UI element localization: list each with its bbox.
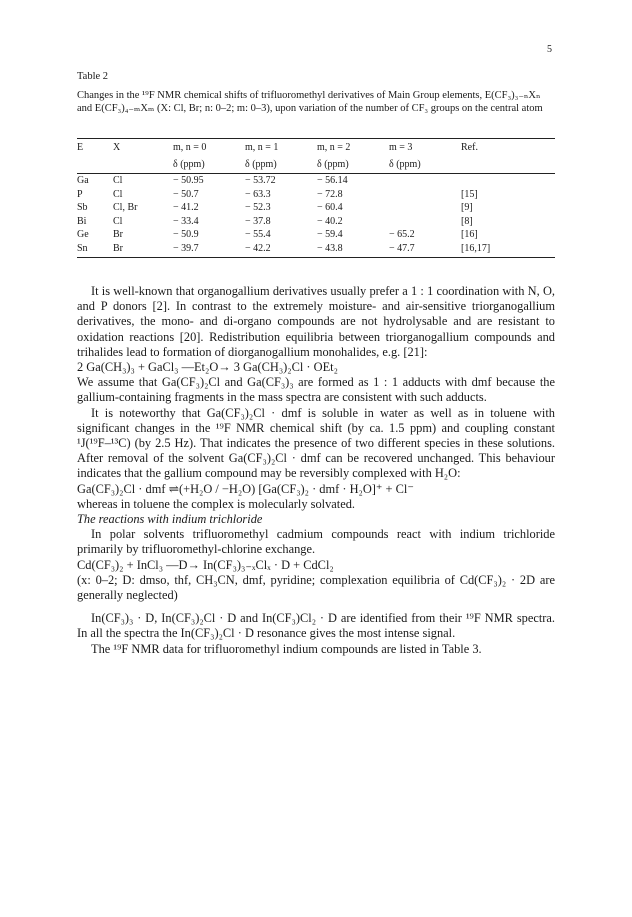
cell-shift-m3: − 47.7 [389,242,461,258]
cell-shift-n0: − 50.9 [173,229,199,240]
cell-halogen: Br [113,242,173,258]
table-body [77,174,555,258]
header-m3-unit: δ (ppm) [389,156,461,174]
header-n2: m, n = 2 [317,139,389,157]
header-n0: m, n = 0 [173,139,245,157]
section-heading: The reactions with indium trichloride [77,512,263,527]
table-row [77,215,555,229]
cell-ref: [8] [461,215,473,227]
cell-shift-n2: − 43.8 [317,242,389,258]
cell-shift-m3 [389,215,461,229]
paragraph-cadmium: In polar solvents trifluoromethyl cadmium compounds react with indium trichloride primarily by trifluoromethyl-chlorine exchange. [77,527,555,557]
header-e: E [77,139,113,157]
cell-shift-n0: − 41.2 [173,202,199,213]
cell-ref: [16] [461,229,478,240]
table-header [77,139,555,174]
cell-element: Sb [77,202,88,213]
cell-shift-n2: − 72.8 [317,188,343,200]
spacer [77,603,555,611]
cell-halogen: Cl [113,175,123,186]
cell-shift-m3 [389,188,461,202]
cell-shift-n0: − 39.7 [173,242,245,258]
equation-exchange: Cd(CF₃)₂ + InCl₃ —D→ In(CF₃)₃₋ₓClₓ · D + CdCl₂ [77,557,334,572]
header-x: X [113,139,173,157]
cell-halogen: Br [113,229,123,240]
cell-element: P [77,188,83,200]
cell-shift-n2: − 59.4 [317,229,343,240]
cell-shift-n0: − 50.7 [173,188,199,200]
cell-element: Sn [77,242,113,258]
cell-element: Ge [77,229,89,240]
cell-shift-n1: − 42.2 [245,242,317,258]
table-row [77,174,555,188]
table-caption: Changes in the ¹⁹F NMR chemical shifts of trifluoromethyl derivatives of Main Group elements, E(CF₃)₃₋ₙXₙ and E(CF₃)₄₋ₘXₘ (X: Cl, Br; n: 0–2; m: 0–3), upon variation of the number of CF₃ groups on the central atom [77,90,543,114]
table-caption-block [77,70,555,115]
header-n1: m, n = 1 [245,139,317,157]
cell-shift-n1: − 37.8 [245,215,271,227]
header-n2-unit: δ (ppm) [317,156,389,174]
table-row [77,201,555,215]
table-row [77,188,555,202]
paragraph-coordination: It is well-known that organogallium derivatives usually prefer a 1 : 1 coordination with N, O, and P donors [2]. In contrast to the extremely moisture- and air-sensitive triorganogallium derivatives, the mono- and di-organo compounds are not hydrolysable and are resistant to oxidation reactions [20]. Redistribution equilibria between triorganogallium compounds and trihalides lead to formation of diorganogallium monohalides, e.g. [21]: [77,284,555,359]
body-text [77,284,555,657]
cell-ref: [16,17] [461,242,555,258]
paragraph-toluene: whereas in toluene the complex is molecularly solvated. [77,496,356,511]
table-row [77,242,555,258]
cell-shift-n2: − 40.2 [317,215,343,227]
header-n1-unit: δ (ppm) [245,156,317,174]
cell-ref [461,174,555,188]
cell-ref: [15] [461,188,478,200]
table-row [77,228,555,242]
cell-shift-m3: − 65.2 [389,229,415,240]
paragraph-table3-ref: The ¹⁹F NMR data for trifluoromethyl indium compounds are listed in Table 3. [91,641,482,656]
cell-shift-n1: − 63.3 [245,188,271,200]
cell-halogen: Cl, Br [113,202,138,213]
header-n0-unit: δ (ppm) [173,156,245,174]
header-m3: m = 3 [389,139,461,157]
paragraph-adducts: We assume that Ga(CF₃)₂Cl and Ga(CF₃)₃ are formed as 1 : 1 adducts with dmf because the gallium-containing fragments in the mass spectra are consistent with such adducts. [77,375,555,405]
cell-element: Ga [77,175,89,186]
table-label: Table 2 [77,71,109,82]
cell-halogen: Cl [113,215,123,227]
paragraph-solubility: It is noteworthy that Ga(CF₃)₂Cl · dmf is soluble in water as well as in toluene with significant changes in the ¹⁹F NMR chemical shift (by ca. 1.5 ppm) and coupling constant ¹J(¹⁹F–¹³C) (by 2.5 Hz). That indicates the presence of two different species in these solutions. After removal of the solvent Ga(CF₃)₂Cl · dmf can be recovered unchanged. This behaviour indicates that the gallium compound may be reversibly complexed with H₂O: [77,405,555,481]
cell-shift-n1: − 53.72 [245,175,276,186]
cell-shift-n2: − 56.14 [317,175,348,186]
cell-shift-m3 [389,201,461,215]
nmr-shift-table [77,138,555,258]
cell-shift-n0: − 50.95 [173,175,204,186]
cell-shift-n2: − 60.4 [317,202,343,213]
paragraph-conditions: (x: 0–2; D: dmso, thf, CH₃CN, dmf, pyridine; complexation equilibria of Cd(CF₃)₂ · 2D are generally neglected) [77,572,555,603]
cell-shift-n0: − 33.4 [173,215,199,227]
equation-redistribution: 2 Ga(CH₃)₃ + GaCl₃ —Et₂O→ 3 Ga(CH₃)₂Cl · OEt₂ [77,360,338,375]
header-ref: Ref. [461,139,555,157]
cell-ref: [9] [461,202,473,213]
cell-shift-m3 [389,174,461,188]
page-number: 5 [547,44,552,55]
header-e-unit [77,156,113,174]
header-ref-unit [461,156,555,174]
header-x-unit [113,156,173,174]
equation-hydration: Ga(CF₃)₂Cl · dmf ⇌(+H₂O / −H₂O) [Ga(CF₃)₂ · dmf · H₂O]⁺ + Cl⁻ [77,481,414,496]
cell-element: Bi [77,215,87,227]
paragraph-indium-species: In(CF₃)₃ · D, In(CF₃)₂Cl · D and In(CF₃)Cl₂ · D are identified from their ¹⁹F NMR spectra. In all the spectra the In(CF₃)₂Cl · D resonance gives the most intense signal. [77,611,555,641]
cell-shift-n1: − 55.4 [245,229,271,240]
cell-shift-n1: − 52.3 [245,202,271,213]
cell-halogen: Cl [113,188,123,200]
